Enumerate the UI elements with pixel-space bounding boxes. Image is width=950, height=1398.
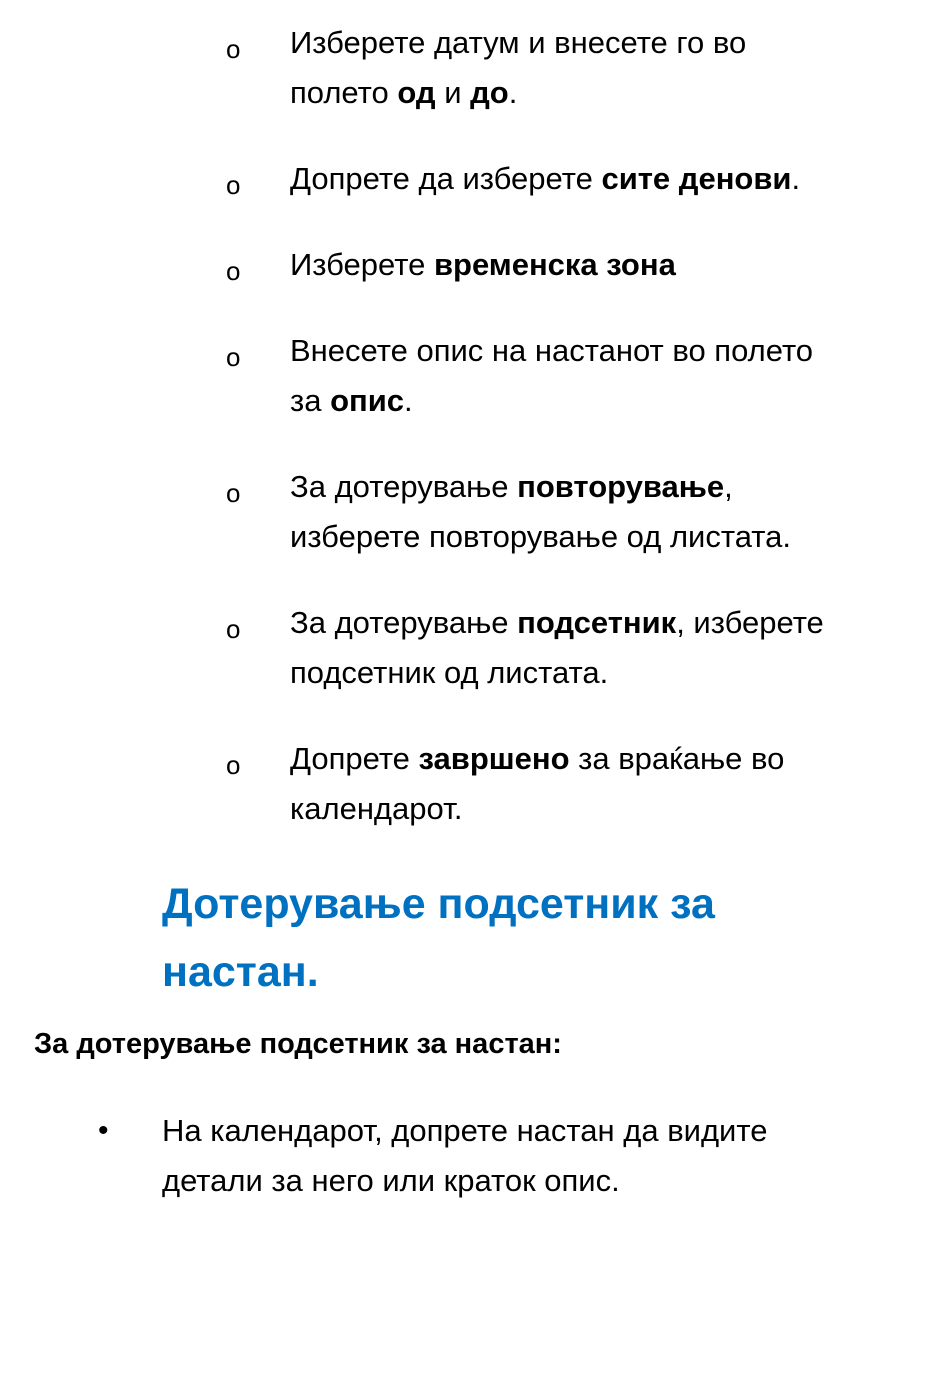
hollow-bullet-icon: o <box>226 170 241 200</box>
list-item <box>0 154 950 204</box>
list-item <box>0 1106 950 1206</box>
list-item <box>0 598 950 698</box>
list-item-text: Допрете да изберете сите денови. <box>290 161 801 196</box>
list-item <box>0 734 950 834</box>
list-item <box>0 18 950 118</box>
list-item-text: Изберете временска зона <box>290 247 676 282</box>
sub-step-list <box>0 18 950 870</box>
list-item-text: Внесете опис на настанот во полето за опис. <box>290 333 814 418</box>
list-item <box>0 462 950 562</box>
hollow-bullet-icon: o <box>226 614 241 644</box>
list-item <box>0 240 950 290</box>
hollow-bullet-icon: o <box>226 34 241 64</box>
list-item-text: На календарот, допрете настан да видите детали за него или краток опис. <box>162 1113 768 1198</box>
section-heading: Дотерување подсетник за настан. <box>162 880 715 996</box>
hollow-bullet-icon: o <box>226 342 241 372</box>
hollow-bullet-icon: o <box>226 478 241 508</box>
step-list <box>0 1106 950 1242</box>
list-item-text: Изберете датум и внесете го во полето од и до. <box>290 25 747 110</box>
list-item-text: За дотерување подсетник, изберете подсетник од листата. <box>290 605 824 690</box>
hollow-bullet-icon: o <box>226 750 241 780</box>
list-item-text: Допрете завршено за враќање во календарот. <box>290 741 785 826</box>
intro-text: За дотерување подсетник за настан: <box>34 1028 562 1060</box>
list-item <box>0 326 950 426</box>
solid-bullet-icon: • <box>98 1114 109 1147</box>
hollow-bullet-icon: o <box>226 256 241 286</box>
list-item-text: За дотерување повторување, изберете повторување од листата. <box>290 469 791 554</box>
